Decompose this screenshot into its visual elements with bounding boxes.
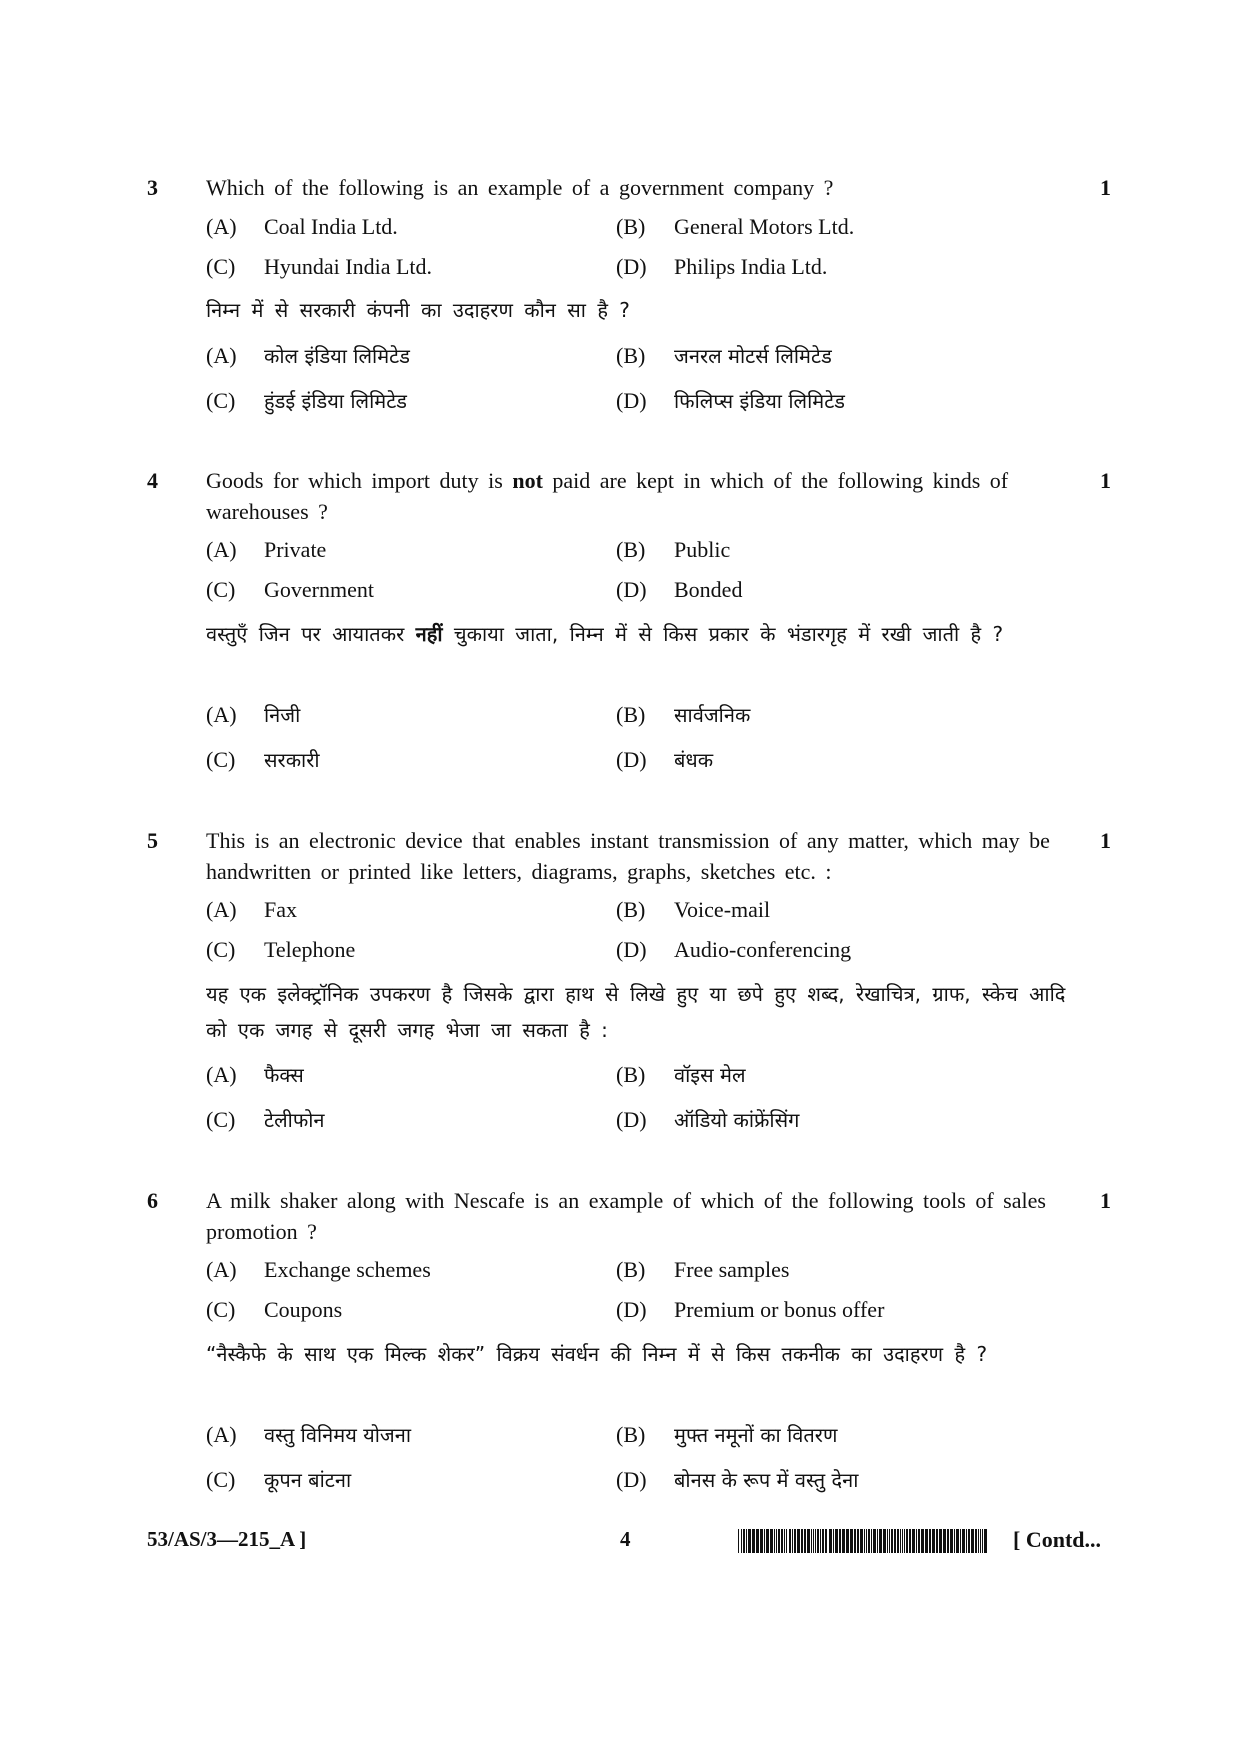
- question-number: 5: [147, 828, 158, 853]
- option-c-hi: (C) हुंडई इंडिया लिमिटेड: [206, 388, 407, 413]
- option-b-hi: (B) सार्वजनिक: [616, 702, 751, 727]
- question-marks: 1: [1100, 1188, 1111, 1213]
- option-a-en: (A) Private: [206, 537, 327, 562]
- continued-label: [ Contd...: [1013, 1527, 1102, 1552]
- emphasis-not: not: [512, 468, 543, 493]
- option-d-hi: (D) फिलिप्स इंडिया लिमिटेड: [616, 388, 845, 413]
- option-b-en: (B) Voice-mail: [616, 897, 771, 922]
- question-number: 6: [147, 1188, 158, 1213]
- option-b-en: (B) Free samples: [616, 1257, 790, 1282]
- option-a-hi: (A) फैक्स: [206, 1062, 304, 1087]
- question-marks: 1: [1100, 468, 1111, 493]
- question-text-hi: यह एक इलेक्ट्रॉनिक उपकरण है जिसके द्वारा हाथ से लिखे हुए या छपे हुए शब्द, रेखाचित्र, ग्राफ, स्केच आदि को एक जगह से दूसरी जगह भेजा जा सकता है :: [206, 982, 1066, 1042]
- option-d-en: (D) Premium or bonus offer: [616, 1297, 885, 1322]
- question-text-hi: निम्न में से सरकारी कंपनी का उदाहरण कौन सा है ?: [206, 298, 630, 322]
- paper-code: 53/AS/3—215_A ]: [147, 1527, 307, 1551]
- page-number: 4: [620, 1527, 631, 1551]
- option-c-en: (C) Government: [206, 577, 374, 602]
- option-a-hi: (A) निजी: [206, 702, 301, 727]
- option-a-en: (A) Exchange schemes: [206, 1257, 431, 1282]
- question-text-hi: वस्तुएँ जिन पर आयातकर नहीं चुकाया जाता, निम्न में से किस प्रकार के भंडारगृह में रखी जाती है ?: [206, 622, 1004, 646]
- barcode-image: [738, 1529, 990, 1553]
- option-b-hi: (B) जनरल मोटर्स लिमिटेड: [616, 343, 832, 368]
- question-text-en: Goods for which import duty is not paid are kept in which of the following kinds of warehouses ?: [206, 468, 1009, 524]
- question-text-en: Which of the following is an example of a government company ?: [206, 175, 834, 200]
- option-a-hi: (A) वस्तु विनिमय योजना: [206, 1422, 412, 1447]
- option-b-en: (B) General Motors Ltd.: [616, 214, 855, 239]
- question-marks: 1: [1100, 175, 1111, 200]
- option-c-en: (C) Coupons: [206, 1297, 343, 1322]
- question-number: 3: [147, 175, 158, 200]
- question-marks: 1: [1100, 828, 1111, 853]
- option-d-en: (D) Audio-conferencing: [616, 937, 852, 962]
- option-d-en: (D) Bonded: [616, 577, 743, 602]
- emphasis-nahin: नहीं: [415, 622, 443, 646]
- question-text-en: This is an electronic device that enables instant transmission of any matter, which may be handwritten or printed like letters, diagrams, graphs, sketches etc. :: [206, 828, 1050, 884]
- question-text-hi: “नैस्कैफे के साथ एक मिल्क शेकर” विक्रय संवर्धन की निम्न में से किस तकनीक का उदाहरण है ?: [206, 1342, 988, 1366]
- option-d-hi: (D) ऑडियो कांफ्रेंसिंग: [616, 1107, 800, 1132]
- question-text-en: A milk shaker along with Nescafe is an example of which of the following tools of sales promotion ?: [206, 1188, 1046, 1244]
- option-c-hi: (C) कूपन बांटना: [206, 1467, 352, 1492]
- option-b-hi: (B) मुफ्त नमूनों का वितरण: [616, 1422, 838, 1447]
- option-d-en: (D) Philips India Ltd.: [616, 254, 828, 279]
- option-c-en: (C) Hyundai India Ltd.: [206, 254, 433, 279]
- option-a-hi: (A) कोल इंडिया लिमिटेड: [206, 343, 410, 368]
- option-a-en: (A) Fax: [206, 897, 297, 922]
- option-b-hi: (B) वॉइस मेल: [616, 1062, 746, 1087]
- option-c-hi: (C) टेलीफोन: [206, 1107, 325, 1132]
- option-d-hi: (D) बोनस के रूप में वस्तु देना: [616, 1467, 859, 1492]
- option-c-hi: (C) सरकारी: [206, 747, 320, 772]
- option-b-en: (B) Public: [616, 537, 731, 562]
- option-a-en: (A) Coal India Ltd.: [206, 214, 398, 239]
- option-d-hi: (D) बंधक: [616, 747, 714, 772]
- option-c-en: (C) Telephone: [206, 937, 356, 962]
- page-footer: [0, 1527, 1240, 1559]
- question-number: 4: [147, 468, 158, 493]
